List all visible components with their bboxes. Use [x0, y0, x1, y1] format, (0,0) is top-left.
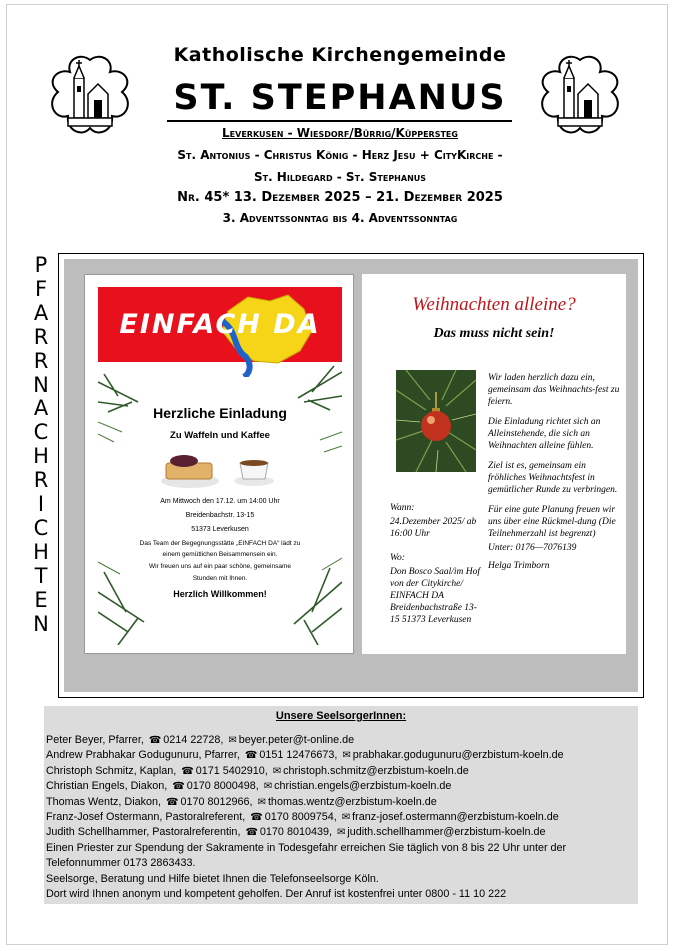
flyer-city: 51373 Leverkusen [191, 526, 249, 533]
christmas-phone: Unter: 0176—7076139 [488, 543, 577, 553]
contact-email[interactable]: christian.engels@erzbistum-koeln.de [274, 780, 452, 793]
contact-name: Thomas Wentz, Diakon, [46, 795, 162, 808]
contact-email[interactable]: christoph.schmitz@erzbistum-koeln.de [283, 764, 469, 777]
contact-row [46, 825, 636, 840]
phone-icon: ☎ [172, 781, 185, 793]
vertical-letter: F [34, 276, 48, 301]
email-icon: ✉ [342, 750, 351, 762]
email-icon: ✉ [341, 812, 351, 824]
flyer-invitation-subtitle: Zu Waffeln und Kaffee [170, 430, 270, 441]
issue-line: Nr. 45* 13. Dezember 2025 – 21. Dezember 2025 [177, 190, 503, 205]
contact-name: Franz-Josef Ostermann, Pastoralreferent, [46, 811, 246, 824]
emergency-phone: Telefonnummer 0173 2863433. [46, 857, 196, 870]
contact-phone: 0170 8009754, [264, 811, 337, 824]
vertical-letter: R [33, 324, 49, 349]
contact-phone: 0170 8000498, [186, 780, 259, 793]
christmas-paragraph: Wir laden herzlich dazu ein, gemeinsam das Weihnachts-fest zu feiern. [488, 373, 620, 407]
contacts-heading: Unsere SeelsorgerInnen: [275, 710, 407, 722]
phone-icon: ☎ [245, 827, 258, 839]
contact-row [46, 764, 636, 779]
christmas-subtitle: Das muss nicht sein! [433, 326, 555, 341]
vertical-letter: R [33, 348, 49, 373]
contact-name: Andrew Prabhakar Godugunuru, Pfarrer, [46, 749, 240, 762]
contact-name: Christian Engels, Diakon, [46, 780, 168, 793]
vertical-letter: C [33, 515, 49, 540]
contact-email[interactable]: judith.schellhammer@erzbistum-koeln.de [347, 826, 546, 839]
churches-line-2: St. Hildegard - St. Stephanus [253, 170, 427, 184]
flyer-text-line: Das Team der Begegnungsstätte „EINFACH DA“ lädt zu [139, 540, 301, 547]
flyer-text-line: Wir freuen uns auf ein paar schöne, gemeinsame [149, 563, 291, 570]
flyer-date: Am Mittwoch den 17.12. um 14:00 Uhr [160, 498, 280, 505]
parish-label: Katholische Kirchengemeinde [173, 44, 507, 66]
contact-name: Judith Schellhammer, Pastoralreferentin, [46, 826, 241, 839]
churches-line-1: St. Antonius - Christus König - Herz Jesu + CityKirche - [177, 148, 503, 162]
emergency-note: Einen Priester zur Spendung der Sakramente in Todesgefahr erreichen Sie täglich von 8 bis 22 Uhr unter der [46, 841, 567, 854]
contact-phone: 0214 22728, [163, 734, 224, 746]
waffles-icon [160, 449, 220, 489]
coffee-cup-icon [232, 453, 276, 487]
contact-phone: 0170 8010439, [259, 826, 332, 839]
christmas-title: Weihnachten alleine? [412, 294, 576, 315]
email-icon: ✉ [257, 796, 266, 808]
flyer-einfach-da-content [98, 287, 342, 645]
christmas-paragraph: Für eine gute Planung freuen wir uns über eine Rückmel-dung (Die Teilnehmerzahl ist begrenzt) [488, 505, 616, 539]
flyer-welcome: Herzlich Willkommen! [173, 589, 267, 599]
telefonseelsorge-note: Seelsorge, Beratung und Hilfe bietet Ihnen die Telefonseelsorge Köln. [46, 872, 379, 885]
contact-row [46, 795, 636, 810]
christmas-paragraph: Ziel ist es, gemeinsam ein fröhliches Weihnachtsfest in gemütlicher Runde zu verbringen. [488, 461, 618, 495]
contact-row [46, 748, 636, 763]
contact-row [46, 733, 636, 748]
wo-value: Don Bosco Saal/im Hof von der Citykirche/ EINFACH DA Breidenbachstraße 13-15 51373 Leverkusen [390, 567, 480, 625]
vertical-letter: R [33, 468, 49, 493]
vertical-letter: T [34, 563, 48, 588]
flyer-street: Breidenbachstr. 13-15 [185, 512, 255, 519]
vertical-letter: E [34, 587, 48, 612]
vertical-letter: I [37, 492, 45, 517]
christmas-text-right [488, 372, 624, 580]
phone-icon: ☎ [244, 750, 258, 762]
area-line: Leverkusen - Wiesdorf/Bürrig/Küppersteg [222, 126, 458, 140]
vertical-letter: A [33, 396, 49, 421]
vertical-letter: A [33, 300, 49, 325]
contact-row [46, 779, 636, 794]
contact-email[interactable]: beyer.peter@t-online.de [238, 734, 355, 746]
contact-phone: 0171 5402910, [195, 764, 268, 777]
vertical-letter: N [33, 611, 49, 636]
phone-icon: ☎ [148, 735, 162, 746]
email-icon: ✉ [336, 827, 346, 839]
christmas-text-left [390, 502, 484, 634]
contact-email[interactable]: franz-josef.ostermann@erzbistum-koeln.de [352, 811, 559, 824]
contact-email[interactable]: prabhakar.godugunuru@erzbistum-koeln.de [352, 749, 564, 762]
header-rule [167, 120, 512, 122]
telefonseelsorge-phone: Dort wird Ihnen anonym und kompetent geholfen. Der Anruf ist kostenfrei unter 0800 - 11 10 222 [46, 888, 507, 901]
flyer-weihnachten [362, 274, 626, 654]
einfach-da-logo-text: EINFACH DA [119, 309, 321, 340]
contact-email[interactable]: thomas.wentz@erzbistum-koeln.de [267, 795, 437, 808]
contact-name: Peter Beyer, Pfarrer, [46, 734, 144, 746]
email-icon: ✉ [263, 781, 273, 793]
period-line: 3. Adventssonntag bis 4. Adventssonntag [222, 211, 458, 225]
phone-icon: ☎ [166, 796, 179, 808]
vertical-letter: C [33, 420, 49, 445]
contact-phone: 0151 12476673, [259, 749, 338, 762]
wann-value: 24.Dezember 2025/ ab 16:00 Uhr [390, 517, 477, 539]
christmas-signature: Helga Trimborn [488, 561, 550, 571]
vertical-letter: H [33, 444, 49, 469]
parish-name: ST. STEPHANUS [173, 78, 507, 118]
email-icon: ✉ [228, 735, 237, 746]
contacts-box [44, 706, 638, 904]
phone-icon: ☎ [181, 765, 194, 777]
vertical-letter: P [34, 253, 48, 277]
vertical-letter: H [33, 539, 49, 564]
flyer-text-line: Stunden mit Ihnen. [192, 575, 248, 582]
wann-label: Wann: [390, 503, 415, 513]
wo-label: Wo: [390, 553, 405, 563]
vertical-title [30, 254, 52, 637]
contacts-list [46, 733, 636, 902]
contact-name: Christoph Schmitz, Kaplan, [46, 764, 177, 777]
christmas-paragraph: Die Einladung richtet sich an Alleinstehende, die sich an Weihnachten alleine fühlen. [488, 417, 601, 451]
flyer-invitation-title: Herzliche Einladung [153, 405, 287, 421]
phone-icon: ☎ [250, 812, 263, 824]
vertical-letter: N [33, 372, 49, 397]
contact-phone: 0170 8012966, [180, 795, 253, 808]
email-icon: ✉ [272, 765, 282, 777]
flyer-text-line: einem gemütlichen Beisammensein ein. [162, 551, 278, 558]
contact-row [46, 810, 636, 825]
christmas-ornament-photo [396, 370, 476, 472]
